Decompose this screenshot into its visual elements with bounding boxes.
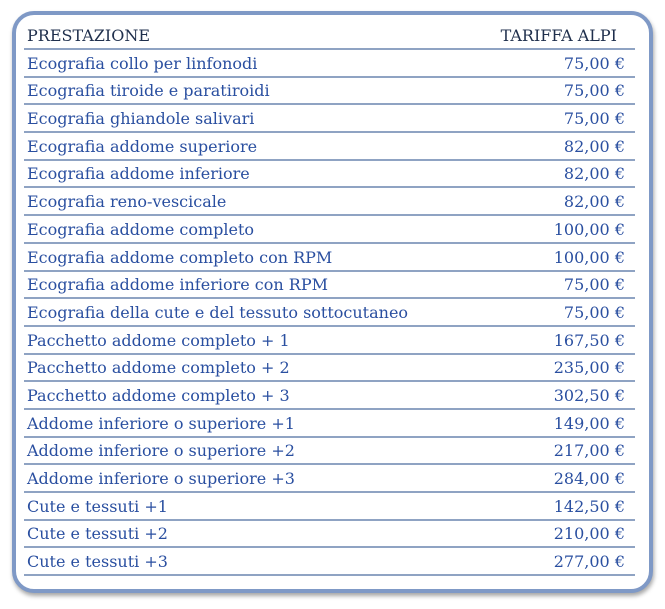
service-fee: 100,00 € [553,247,625,267]
service-fee: 75,00 € [563,302,625,322]
table-row [24,355,635,383]
service-name: Ecografia addome inferiore [27,164,250,184]
service-fee: 284,00 € [553,469,625,488]
table-row [24,299,635,327]
service-name: Addome inferiore o superiore +3 [27,469,295,488]
service-name: Ecografia addome superiore [27,136,258,156]
column-header-service: PRESTAZIONE [27,26,151,45]
service-name: Pacchetto addome completo + 3 [27,385,290,405]
service-fee: 82,00 € [563,164,625,184]
table-row [24,50,635,78]
service-fee: 75,00 € [563,53,625,73]
service-name: Ecografia addome completo [27,219,255,239]
service-name: Ecografia addome inferiore con RPM [27,275,328,295]
service-fee: 82,00 € [563,136,625,156]
service-name: Ecografia della cute e del tessuto sottocutaneo [27,302,409,322]
table-row [24,521,635,549]
service-name: Cute e tessuti +3 [27,552,168,572]
table-header-row [24,26,635,50]
service-fee: 277,00 € [553,552,625,572]
service-fee: 100,00 € [553,219,625,239]
service-fee: 149,00 € [553,413,625,433]
service-name: Ecografia ghiandole salivari [27,109,255,129]
service-name: Cute e tessuti +1 [27,496,168,516]
table-row [24,244,635,272]
service-name: Ecografia tiroide e paratiroidi [27,81,270,101]
table-row [24,548,635,576]
table-body [24,50,635,576]
column-header-fee: TARIFFA ALPI [500,26,617,45]
service-fee: 235,00 € [553,358,625,378]
table-row [24,410,635,438]
service-name: Pacchetto addome completo + 1 [27,330,290,350]
table-row [24,105,635,133]
table-row [24,382,635,410]
table-row [24,78,635,106]
service-name: Ecografia collo per linfonodi [27,53,258,73]
table-row [24,327,635,355]
price-table [24,26,635,576]
service-fee: 167,50 € [553,330,625,350]
table-row [24,438,635,466]
service-fee: 210,00 € [553,524,625,544]
service-name: Addome inferiore o superiore +1 [27,413,295,433]
service-name: Ecografia addome completo con RPM [27,247,333,267]
service-fee: 302,50 € [553,385,625,405]
service-fee: 75,00 € [563,275,625,295]
service-fee: 217,00 € [553,441,625,461]
service-fee: 75,00 € [563,81,625,101]
service-name: Addome inferiore o superiore +2 [27,441,295,461]
table-row [24,465,635,493]
service-fee: 142,50 € [553,496,625,516]
table-row [24,493,635,521]
service-fee: 82,00 € [563,192,625,212]
service-name: Ecografia reno-vescicale [27,192,227,212]
table-row [24,188,635,216]
service-fee: 75,00 € [563,109,625,129]
service-name: Pacchetto addome completo + 2 [27,358,290,378]
service-name: Cute e tessuti +2 [27,524,168,544]
table-row [24,161,635,189]
table-row [24,216,635,244]
table-row [24,133,635,161]
table-row [24,272,635,300]
